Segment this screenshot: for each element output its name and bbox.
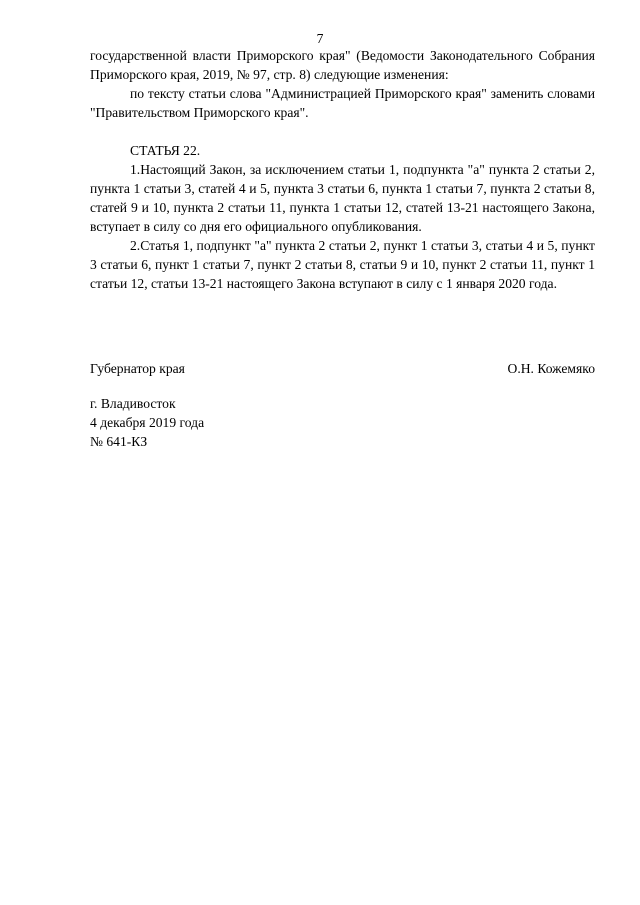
page-number: 7 <box>316 31 324 46</box>
issue-date: 4 декабря 2019 года <box>90 415 205 430</box>
paragraph-article-22-item-2: 2.Статья 1, подпункт "а" пункта 2 статьи 2, пункт 1 статьи 3, статьи 4 и 5, пункт 3 статьи 6, пункт 1 статьи 7, пункт 2 статьи 8, статьи 9 и 10, пункт 2 статьи 11, пункт 1 статьи 12, статьи 13-21 настоящего Закона вступают в силу с 1 января 2020 года. <box>90 238 595 291</box>
issue-city: г. Владивосток <box>90 396 176 411</box>
paragraph-amendment: по тексту статьи слова "Администрацией Приморского края" заменить словами "Правительством Приморского края". <box>90 86 595 120</box>
signatory-name: О.Н. Кожемяко <box>507 361 595 376</box>
article-heading: СТАТЬЯ 22. <box>130 143 201 158</box>
paragraph-article-22-item-1: 1.Настоящий Закон, за исключением статьи 1, подпункта "а" пункта 2 статьи 2, пункта 1 статьи 3, статей 4 и 5, пункта 3 статьи 6, пункта 1 статьи 7, пункта 2 статьи 8, статей 9 и 10, пункта 2 статьи 11, пункта 1 статьи 12, статей 13-21 настоящего Закона, вступает в силу со дня его официального опубликования. <box>90 162 595 234</box>
paragraph-continuation: государственной власти Приморского края" (Ведомости Законодательного Собрания Приморского края, 2019, № 97, стр. 8) следующие изменения: <box>90 48 595 82</box>
document-footer <box>90 394 390 451</box>
document-body <box>90 46 595 293</box>
spacer <box>90 122 595 141</box>
law-number: № 641-КЗ <box>90 434 148 449</box>
signatory-position: Губернатор края <box>90 361 185 376</box>
